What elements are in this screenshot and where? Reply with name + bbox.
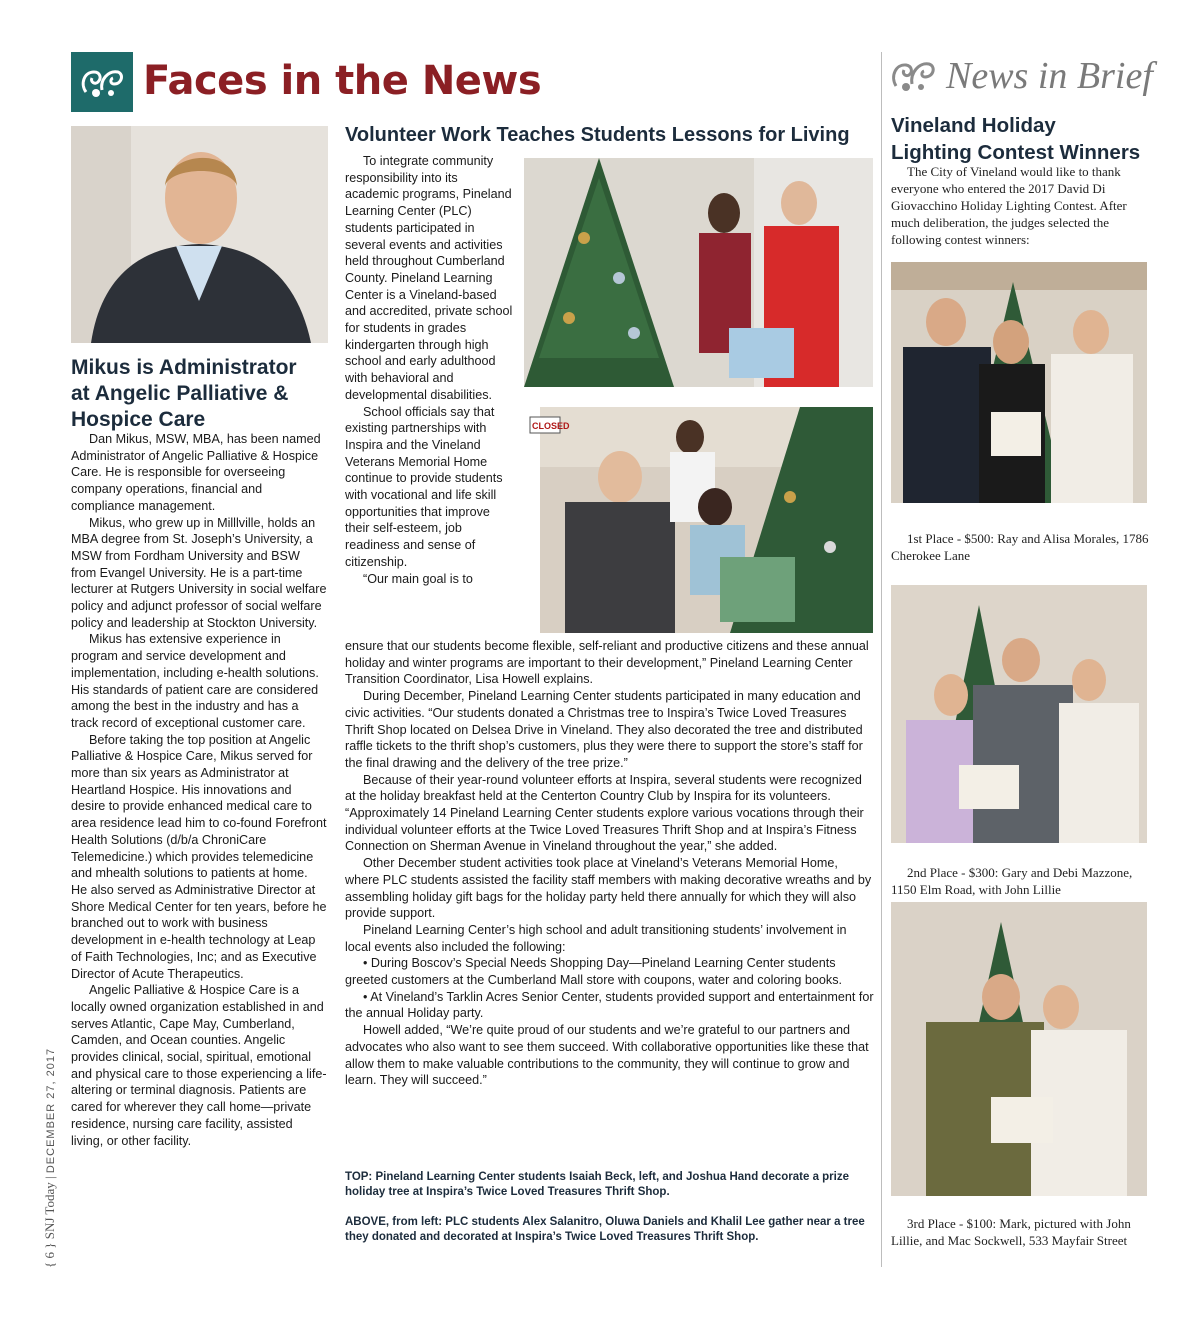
caption-above-photo: ABOVE, from left: PLC students Alex Salanitro, Oluwa Daniels and Khalil Lee gather near a tree they donated and decorated at Inspira’s Twice Loved Treasures Thrift Shop. [345, 1216, 865, 1243]
mikus-headline: Mikus is Administrator at Angelic Palliative & Hospice Care [71, 356, 297, 431]
students-tree-photo-above [532, 407, 873, 633]
bullet-item: • At Vineland’s Tarklin Acres Senior Center, students provided support and entertainment for the annual Holiday party. [345, 989, 874, 1021]
article-paragraph: To integrate community responsibility into its academic programs, Pineland Learning Center (PLC) students participated in several events and activities held throughout Cumberland County. Pineland Learning Center is a Vineland-based and accredited, private school for students in grades kindergarten through high school and early adulthood with behavioral and developmental disabilities. [345, 154, 513, 402]
brief-leaf-icon [890, 54, 938, 96]
volunteer-headline: Volunteer Work Teaches Students Lessons for Living [345, 124, 850, 146]
article-paragraph: During December, Pineland Learning Center students participated in many education and civic activities. “Our students donated a Christmas tree to Inspira’s Twice Loved Treasures Thrift Shop located on Delsea Drive in Vineland. They also decorated the tree and distributed raffle tickets to the thrift shop’s customers, plus they were there to support the store’s staff for the final drawing and the delivery of the tree prize.” [345, 689, 863, 770]
folio-separator: | [42, 1176, 57, 1180]
article-paragraph: ensure that our students become flexible, self-reliant and productive citizens and these annual holiday and winter programs are important to their development,” Pineland Learning Center Transition Coordinator, Lisa Howell explains. [345, 639, 869, 687]
third-place-photo [891, 902, 1147, 1196]
second-place-photo [891, 585, 1147, 843]
article-paragraph: School officials say that existing partnerships with Inspira and the Vineland Veterans Memorial Home continue to provide students with vocational and life skill opportunities that improve their self-esteem, job readiness and sense of citizenship. [345, 404, 503, 569]
lighting-contest-headline: Vineland Holiday Lighting Contest Winners [891, 114, 1141, 164]
column-divider [881, 52, 882, 1267]
second-place-caption: 2nd Place - $300: Gary and Debi Mazzone, 1150 Elm Road, with John Lillie [891, 865, 1133, 897]
article-paragraph: Mikus, who grew up in Milllville, holds an MBA degree from St. Joseph’s University, a MSW from Fordham University and BSW from Evangel University. He is a part-time lecturer at Rutgers University in social welfare policy and adjunct professor of social welfare policy and leadership at Stockton University. [71, 515, 327, 630]
page-folio [42, 1048, 58, 1268]
leaf-ornament-icon [78, 62, 126, 102]
closed-sign-text: CLOSED [532, 421, 570, 431]
volunteer-article-intro [345, 153, 513, 587]
article-paragraph: Mikus has extensive experience in program and service development and implementation, including e-health solutions. His standards of patient care are considered among the best in the industry and has a track record of exceptional customer care. [71, 632, 319, 730]
page-number: { 6 } [42, 1242, 57, 1268]
volunteer-article-body [345, 638, 875, 1089]
lighting-contest-intro: The City of Vineland would like to thank everyone who entered the 2017 David Di Giovacchino Holiday Lighting Contest. After much deliberation, the judges selected the following contest winners: [891, 164, 1127, 247]
article-paragraph: Howell added, “We’re quite proud of our students and we’re grateful to our partners and advocates who also want to see them succeed. With collaborative opportunities like these that allow them to make valuable contributions to the community, they will continue to grow and learn. They will succeed.” [345, 1023, 869, 1088]
article-paragraph: Other December student activities took place at Vineland’s Veterans Memorial Home, where PLC students assisted the facility staff members with making decorative wreaths and by assembling holiday gift bags for the holiday party held there annually for which they will also provide support. [345, 856, 872, 921]
faces-logo-box [71, 52, 133, 112]
news-in-brief-title: News in Brief [946, 55, 1153, 97]
article-paragraph: Angelic Palliative & Hospice Care is a locally owned organization established in and serves Atlantic, Cape May, Cumberland, Camden, and Ocean counties. Angelic provides clinical, social, spiritual, emotional and physical care to those experiencing a life-altering or terminal diagnosis. Patients are cared for wherever they call home—private residence, nursing care facility, assisted living, or other facility. [71, 983, 327, 1148]
mikus-portrait-photo [71, 126, 328, 343]
article-paragraph: Before taking the top position at Angelic Palliative & Hospice Care, Mikus served for more than six years as Administrator at Heartland Hospice. His innovations and desire to provide enhanced medical care to area residence lead him to co-found Forefront Health Solutions (d/b/a ChroniCare Telemedicine.) which provides telemedicine and mhealth solutions to patients at home. He also served as Administrative Director at Shore Medical Center for ten years, before he branched out to work with business development in e-health technology at Leap of Faith Technologies, Inc; and as Executive Director of Acute Therapeutics. [71, 732, 327, 981]
mikus-article-body [71, 431, 327, 1149]
article-paragraph: Pineland Learning Center’s high school and adult transitioning students’ involvement in local events also included the following: [345, 922, 847, 954]
first-place-caption: 1st Place - $500: Ray and Alisa Morales, 1786 Cherokee Lane [891, 531, 1149, 563]
first-place-photo [891, 262, 1147, 503]
caption-top-photo: TOP: Pineland Learning Center students Isaiah Beck, left, and Joshua Hand decorate a prize holiday tree at Inspira’s Twice Loved Treasures Thrift Shop. [345, 1171, 849, 1198]
masthead-title: Faces in the News [143, 58, 542, 104]
students-tree-photo-top [524, 158, 873, 387]
third-place-caption: 3rd Place - $100: Mark, pictured with John Lillie, and Mac Sockwell, 533 Mayfair Street [891, 1216, 1131, 1248]
article-paragraph: Because of their year-round volunteer efforts at Inspira, several students were recognized at the holiday breakfast held at the Centerton Country Club by Inspira for its volunteers. “Approximately 14 Pineland Learning Center students explore various vocations through their individual volunteer efforts at the Twice Loved Treasures Thrift Shop and at Inspira’s Fitness Connection on Sherman Avenue in Vineland throughout the year,” she added. [345, 772, 864, 854]
article-paragraph: Dan Mikus, MSW, MBA, has been named Administrator of Angelic Palliative & Hospice Care. He is responsible for overseeing company operations, financial and compliance management. [71, 432, 321, 513]
publication-name: SNJ Today [42, 1182, 57, 1240]
issue-date: DECEMBER 27, 2017 [45, 1047, 57, 1174]
bullet-item: • During Boscov’s Special Needs Shopping Day—Pineland Learning Center students greeted customers at the Cumberland Mall store with coupons, water and coloring books. [345, 956, 843, 988]
article-paragraph: “Our main goal is to [363, 571, 473, 586]
